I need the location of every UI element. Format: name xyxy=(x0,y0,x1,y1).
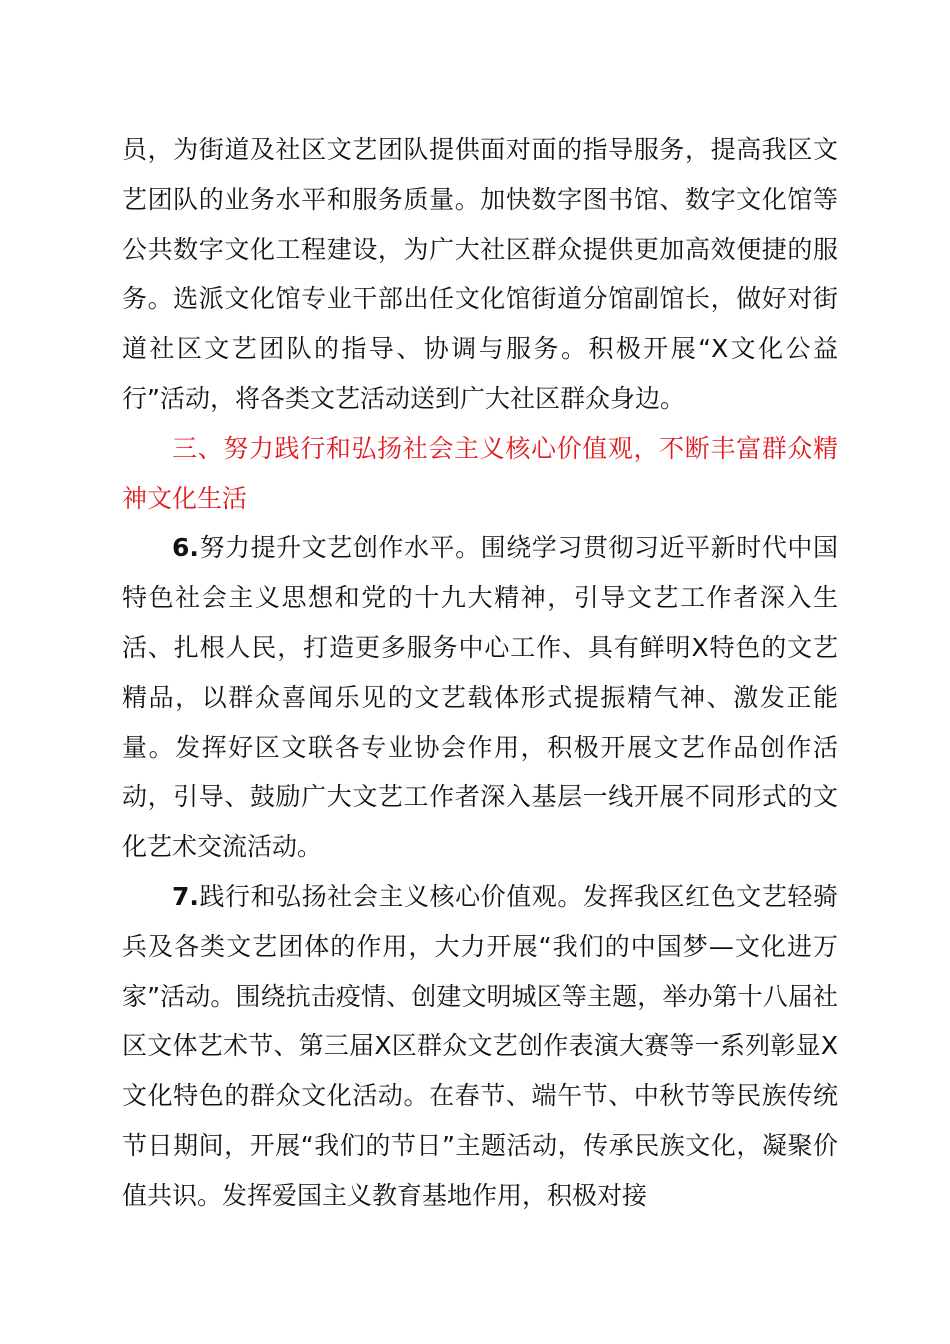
document-page xyxy=(122,125,838,1221)
section-heading-three: 三、努力践行和弘扬社会主义核心价值观，不断丰富群众精神文化生活 xyxy=(122,433,838,513)
item-text-6: 努力提升文艺创作水平。围绕学习贯彻习近平新时代中国特色社会主义思想和党的十九大精神，引导文艺工作者深入生活、扎根人民，打造更多服务中心工作、具有鲜明X特色的文艺精品，以群众喜闻乐见的文艺载体形式提振精气神、激发正能量。发挥好区文联各专业协会作用，积极开展文艺作品创作活动，引导、鼓励广大文艺工作者深入基层一线开展不同形式的文化艺术交流活动。 xyxy=(122,533,838,862)
paragraph-item-7 xyxy=(122,872,838,1221)
paragraph-continuation: 员，为街道及社区文艺团队提供面对面的指导服务，提高我区文艺团队的业务水平和服务质量。加快数字图书馆、数字文化馆等公共数字文化工程建设，为广大社区群众提供更加高效便捷的服务。选派文化馆专业干部出任文化馆街道分馆副馆长，做好对街道社区文艺团队的指导、协调与服务。积极开展“X文化公益行”活动，将各类文艺活动送到广大社区群众身边。 xyxy=(122,135,838,413)
item-number-7: 7. xyxy=(172,881,199,911)
item-number-6: 6. xyxy=(172,533,199,563)
item-text-7: 践行和弘扬社会主义核心价值观。发挥我区红色文艺轻骑兵及各类文艺团体的作用，大力开展“我们的中国梦—文化进万家”活动。围绕抗击疫情、创建文明城区等主题，举办第十八届社区文体艺术节、第三届X区群众文艺创作表演大赛等一系列彰显X文化特色的群众文化活动。在春节、端午节、中秋节等民族传统节日期间，开展“我们的节日”主题活动，传承民族文化，凝聚价值共识。发挥爱国主义教育基地作用，积极对接 xyxy=(122,881,838,1210)
paragraph-item-6 xyxy=(122,523,838,872)
